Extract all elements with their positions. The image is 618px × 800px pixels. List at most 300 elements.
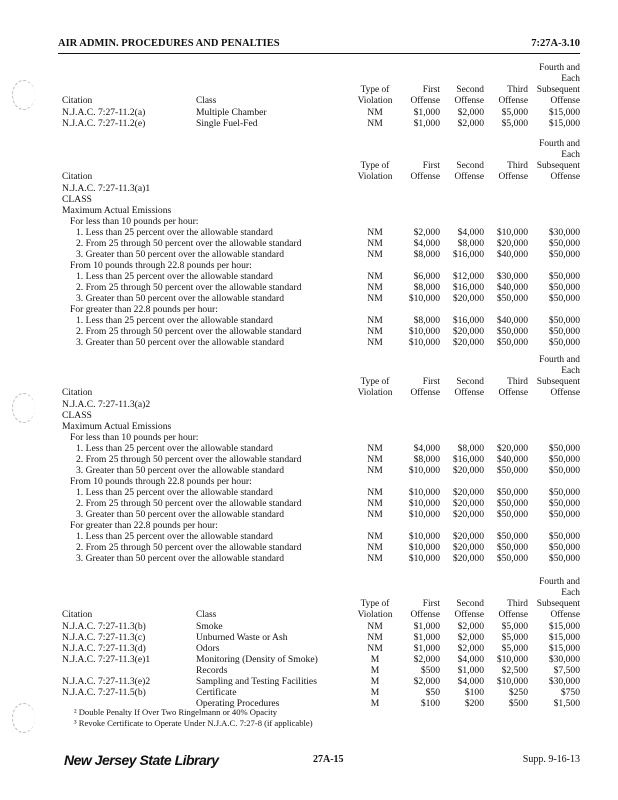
third-offense-cell: $5,000 — [501, 643, 528, 654]
fourth-offense-cell: $50,000 — [548, 531, 580, 542]
col-type-label: Type of — [360, 161, 390, 171]
citation-cell: N.J.A.C. 7:27-11.3(a)1 — [62, 183, 151, 194]
violation-type-cell: NM — [367, 487, 383, 498]
table-row — [58, 531, 580, 542]
second-offense-cell: $20,000 — [452, 553, 484, 564]
emission-tier-row — [58, 432, 580, 443]
fourth-offense-cell: $15,000 — [548, 107, 580, 118]
fourth-offense-cell: $50,000 — [548, 443, 580, 454]
table-row — [58, 676, 580, 687]
col-citation-label: Citation — [62, 388, 93, 398]
table-row — [58, 293, 580, 304]
column-header-row — [58, 588, 580, 599]
punch-hole-mark — [12, 393, 35, 423]
fourth-offense-cell: $50,000 — [548, 282, 580, 293]
col-citation-label: Citation — [62, 96, 93, 106]
violation-type-cell: M — [370, 654, 380, 665]
first-offense-cell: $10,000 — [408, 487, 440, 498]
fourth-offense-cell: $15,000 — [548, 118, 580, 129]
emissions-subhead: Maximum Actual Emissions — [62, 205, 172, 216]
second-offense-cell: $8,000 — [457, 443, 484, 454]
col-second-label: Offense — [454, 172, 484, 182]
second-offense-cell: $16,000 — [452, 454, 484, 465]
col-type-label: Violation — [357, 610, 393, 620]
table-row — [58, 282, 580, 293]
col-fourth-label: Fourth and — [539, 139, 580, 149]
fourth-offense-cell: $50,000 — [548, 315, 580, 326]
violation-type-cell: M — [370, 698, 380, 709]
col-fourth-label: Offense — [550, 610, 580, 620]
col-first-label: First — [422, 377, 440, 387]
punch-hole-mark — [12, 703, 35, 733]
col-fourth-label: Offense — [550, 172, 580, 182]
third-offense-cell: $5,000 — [501, 107, 528, 118]
fourth-offense-cell: $50,000 — [548, 465, 580, 476]
header-title: AIR ADMIN. PROCEDURES AND PENALTIES — [58, 38, 280, 49]
column-header-row — [58, 139, 580, 150]
second-offense-cell: $20,000 — [452, 509, 484, 520]
first-offense-cell: $1,000 — [413, 107, 440, 118]
table-row — [58, 487, 580, 498]
table-row — [58, 337, 580, 348]
violation-type-cell: M — [370, 687, 380, 698]
class-cell: Records — [196, 665, 228, 676]
exceedance-description: 2. From 25 through 50 percent over the allowable standard — [76, 238, 302, 249]
second-offense-cell: $200 — [464, 698, 484, 709]
second-offense-cell: $20,000 — [452, 542, 484, 553]
violation-type-cell: NM — [367, 282, 383, 293]
col-type-label: Violation — [357, 388, 393, 398]
col-type-label: Violation — [357, 96, 393, 106]
table-row — [58, 542, 580, 553]
class-row — [58, 194, 580, 205]
second-offense-cell: $2,000 — [457, 118, 484, 129]
emission-tier-label: For less than 10 pounds per hour: — [70, 432, 199, 443]
column-header-row — [58, 366, 580, 377]
second-offense-cell: $20,000 — [452, 487, 484, 498]
column-header-row — [58, 96, 580, 107]
third-offense-cell: $50,000 — [496, 498, 528, 509]
col-citation-label: Citation — [62, 172, 93, 182]
col-first-label: Offense — [410, 610, 440, 620]
first-offense-cell: $50 — [425, 687, 440, 698]
first-offense-cell: $100 — [420, 698, 440, 709]
third-offense-cell: $20,000 — [496, 443, 528, 454]
first-offense-cell: $2,000 — [413, 654, 440, 665]
emission-tier-label: For less than 10 pounds per hour: — [70, 216, 199, 227]
col-type-label: Violation — [357, 172, 393, 182]
emission-tier-row — [58, 304, 580, 315]
subhead-row — [58, 421, 580, 432]
first-offense-cell: $10,000 — [408, 337, 440, 348]
class-cell: Operating Procedures — [196, 698, 280, 709]
col-fourth-label: Offense — [550, 388, 580, 398]
col-third-label: Offense — [498, 388, 528, 398]
col-fourth-label: Subsequent — [536, 377, 580, 387]
running-header — [58, 38, 580, 52]
citation-cell: N.J.A.C. 7:27-11.3(a)2 — [62, 399, 151, 410]
exceedance-description: 2. From 25 through 50 percent over the allowable standard — [76, 282, 302, 293]
col-fourth-label: Subsequent — [536, 161, 580, 171]
fourth-offense-cell: $15,000 — [548, 621, 580, 632]
exceedance-description: 3. Greater than 50 percent over the allowable standard — [76, 337, 285, 348]
table-row — [58, 621, 580, 632]
fourth-offense-cell: $1,500 — [553, 698, 580, 709]
fourth-offense-cell: $50,000 — [548, 293, 580, 304]
second-offense-cell: $20,000 — [452, 465, 484, 476]
footnotes — [74, 707, 313, 728]
third-offense-cell: $40,000 — [496, 315, 528, 326]
column-header-row — [58, 577, 580, 588]
col-first-label: First — [422, 161, 440, 171]
penalty-table-11-2 — [58, 63, 580, 129]
citation-cell: N.J.A.C. 7:27-11.3(b) — [62, 621, 146, 632]
column-header-row — [58, 388, 580, 399]
penalty-table-11-3a2 — [58, 355, 580, 564]
first-offense-cell: $2,000 — [413, 676, 440, 687]
third-offense-cell: $50,000 — [496, 465, 528, 476]
column-header-row — [58, 610, 580, 621]
column-header-row — [58, 63, 580, 74]
fourth-offense-cell: $50,000 — [548, 249, 580, 260]
penalty-table-11-3-other — [58, 577, 580, 709]
table-row — [58, 687, 580, 698]
col-fourth-label: Subsequent — [536, 85, 580, 95]
third-offense-cell: $20,000 — [496, 238, 528, 249]
table-row — [58, 271, 580, 282]
class-cell: Multiple Chamber — [196, 107, 267, 118]
violation-type-cell: M — [370, 665, 380, 676]
third-offense-cell: $50,000 — [496, 487, 528, 498]
col-second-label: Second — [456, 377, 484, 387]
punch-hole-mark — [12, 80, 35, 110]
exceedance-description: 2. From 25 through 50 percent over the allowable standard — [76, 542, 302, 553]
violation-type-cell: NM — [367, 238, 383, 249]
second-offense-cell: $2,000 — [457, 621, 484, 632]
table-row — [58, 443, 580, 454]
class-cell: Odors — [196, 643, 220, 654]
citation-cell: N.J.A.C. 7:27-11.2(a) — [62, 107, 146, 118]
col-first-label: Offense — [410, 96, 440, 106]
exceedance-description: 1. Less than 25 percent over the allowable standard — [76, 487, 273, 498]
class-cell: Smoke — [196, 621, 223, 632]
col-class-label: Class — [196, 96, 217, 106]
page-footer — [58, 752, 580, 772]
table-row — [58, 454, 580, 465]
citation-cell: N.J.A.C. 7:27-11.3(e)2 — [62, 676, 151, 687]
second-offense-cell: $2,000 — [457, 632, 484, 643]
col-first-label: First — [422, 85, 440, 95]
col-third-label: Offense — [498, 172, 528, 182]
violation-type-cell: NM — [367, 315, 383, 326]
class-cell: Certificate — [196, 687, 237, 698]
col-citation-label: Citation — [62, 610, 93, 620]
table-row — [58, 118, 580, 129]
violation-type-cell: NM — [367, 498, 383, 509]
fourth-offense-cell: $30,000 — [548, 676, 580, 687]
col-third-label: Third — [507, 599, 528, 609]
page-number: 27A-15 — [313, 754, 344, 765]
col-fourth-label: Fourth and — [539, 63, 580, 73]
fourth-offense-cell: $50,000 — [548, 326, 580, 337]
fourth-offense-cell: $50,000 — [548, 509, 580, 520]
col-second-label: Second — [456, 599, 484, 609]
table-row — [58, 249, 580, 260]
violation-type-cell: NM — [367, 326, 383, 337]
second-offense-cell: $20,000 — [452, 498, 484, 509]
fourth-offense-cell: $15,000 — [548, 643, 580, 654]
exceedance-description: 3. Greater than 50 percent over the allowable standard — [76, 249, 285, 260]
first-offense-cell: $10,000 — [408, 542, 440, 553]
table-row — [58, 643, 580, 654]
exceedance-description: 3. Greater than 50 percent over the allowable standard — [76, 553, 285, 564]
col-second-label: Second — [456, 85, 484, 95]
fourth-offense-cell: $30,000 — [548, 227, 580, 238]
class-cell: Single Fuel-Fed — [196, 118, 258, 129]
violation-type-cell: NM — [367, 443, 383, 454]
col-fourth-label: Each — [561, 74, 580, 84]
third-offense-cell: $5,000 — [501, 118, 528, 129]
column-header-row — [58, 172, 580, 183]
first-offense-cell: $10,000 — [408, 293, 440, 304]
third-offense-cell: $10,000 — [496, 227, 528, 238]
second-offense-cell: $20,000 — [452, 326, 484, 337]
third-offense-cell: $2,500 — [501, 665, 528, 676]
column-header-row — [58, 161, 580, 172]
header-rule — [58, 53, 580, 54]
second-offense-cell: $100 — [464, 687, 484, 698]
third-offense-cell: $50,000 — [496, 509, 528, 520]
second-offense-cell: $2,000 — [457, 643, 484, 654]
citation-cell: N.J.A.C. 7:27-11.5(b) — [62, 687, 146, 698]
col-first-label: First — [422, 599, 440, 609]
third-offense-cell: $30,000 — [496, 271, 528, 282]
third-offense-cell: $50,000 — [496, 531, 528, 542]
violation-type-cell: NM — [367, 643, 383, 654]
violation-type-cell: NM — [367, 227, 383, 238]
first-offense-cell: $2,000 — [413, 227, 440, 238]
emission-tier-label: From 10 pounds through 22.8 pounds per hour: — [70, 476, 252, 487]
fourth-offense-cell: $50,000 — [548, 337, 580, 348]
exceedance-description: 1. Less than 25 percent over the allowable standard — [76, 271, 273, 282]
second-offense-cell: $12,000 — [452, 271, 484, 282]
col-fourth-label: Fourth and — [539, 577, 580, 587]
violation-type-cell: NM — [367, 621, 383, 632]
col-first-label: Offense — [410, 388, 440, 398]
violation-type-cell: NM — [367, 337, 383, 348]
third-offense-cell: $50,000 — [496, 553, 528, 564]
exceedance-description: 3. Greater than 50 percent over the allowable standard — [76, 465, 285, 476]
exceedance-description: 2. From 25 through 50 percent over the allowable standard — [76, 454, 302, 465]
exceedance-description: 2. From 25 through 50 percent over the allowable standard — [76, 498, 302, 509]
col-third-label: Third — [507, 377, 528, 387]
exceedance-description: 1. Less than 25 percent over the allowable standard — [76, 315, 273, 326]
third-offense-cell: $50,000 — [496, 337, 528, 348]
library-stamp: New Jersey State Library — [64, 752, 219, 768]
second-offense-cell: $4,000 — [457, 676, 484, 687]
col-second-label: Offense — [454, 96, 484, 106]
emission-tier-label: For greater than 22.8 pounds per hour: — [70, 520, 218, 531]
footnote-3: ³ Revoke Certificate to Operate Under N.J.A.C. 7:27-8 (if applicable) — [74, 717, 313, 728]
third-offense-cell: $5,000 — [501, 621, 528, 632]
col-third-label: Third — [507, 161, 528, 171]
class-cell: Unburned Waste or Ash — [196, 632, 288, 643]
fourth-offense-cell: $750 — [560, 687, 580, 698]
col-type-label: Type of — [360, 85, 390, 95]
footnote-2: ² Double Penalty If Over Two Ringelmann or 40% Opacity — [74, 707, 278, 717]
third-offense-cell: $5,000 — [501, 632, 528, 643]
class-cell: Sampling and Testing Facilities — [196, 676, 317, 687]
table-row — [58, 498, 580, 509]
citation-cell: N.J.A.C. 7:27-11.2(e) — [62, 118, 146, 129]
citation-cell: N.J.A.C. 7:27-11.3(c) — [62, 632, 146, 643]
table-row — [58, 326, 580, 337]
class-row — [58, 410, 580, 421]
second-offense-cell: $16,000 — [452, 282, 484, 293]
first-offense-cell: $1,000 — [413, 118, 440, 129]
fourth-offense-cell: $50,000 — [548, 487, 580, 498]
table-row — [58, 665, 580, 676]
col-first-label: Offense — [410, 172, 440, 182]
header-section-number: 7:27A-3.10 — [531, 38, 580, 49]
second-offense-cell: $20,000 — [452, 531, 484, 542]
first-offense-cell: $6,000 — [413, 271, 440, 282]
fourth-offense-cell: $50,000 — [548, 271, 580, 282]
exceedance-description: 1. Less than 25 percent over the allowable standard — [76, 227, 273, 238]
first-offense-cell: $8,000 — [413, 249, 440, 260]
first-offense-cell: $1,000 — [413, 621, 440, 632]
second-offense-cell: $20,000 — [452, 293, 484, 304]
violation-type-cell: NM — [367, 632, 383, 643]
first-offense-cell: $10,000 — [408, 498, 440, 509]
penalty-table-11-3a1 — [58, 139, 580, 348]
class-heading: CLASS — [62, 410, 92, 421]
first-offense-cell: $4,000 — [413, 238, 440, 249]
col-third-label: Offense — [498, 96, 528, 106]
violation-type-cell: M — [370, 676, 380, 687]
supplement-date: Supp. 9-16-13 — [522, 754, 580, 765]
col-third-label: Offense — [498, 610, 528, 620]
violation-type-cell: NM — [367, 509, 383, 520]
table-row — [58, 465, 580, 476]
second-offense-cell: $4,000 — [457, 227, 484, 238]
class-heading: CLASS — [62, 194, 92, 205]
violation-type-cell: NM — [367, 249, 383, 260]
violation-type-cell: NM — [367, 542, 383, 553]
citation-row — [58, 399, 580, 410]
first-offense-cell: $8,000 — [413, 282, 440, 293]
third-offense-cell: $500 — [508, 698, 528, 709]
emission-tier-row — [58, 476, 580, 487]
third-offense-cell: $10,000 — [496, 676, 528, 687]
violation-type-cell: NM — [367, 531, 383, 542]
violation-type-cell: NM — [367, 293, 383, 304]
citation-row — [58, 183, 580, 194]
second-offense-cell: $2,000 — [457, 107, 484, 118]
fourth-offense-cell: $15,000 — [548, 632, 580, 643]
first-offense-cell: $8,000 — [413, 315, 440, 326]
col-fourth-label: Each — [561, 588, 580, 598]
col-fourth-label: Subsequent — [536, 599, 580, 609]
emission-tier-row — [58, 216, 580, 227]
exceedance-description: 1. Less than 25 percent over the allowable standard — [76, 531, 273, 542]
table-row — [58, 509, 580, 520]
col-fourth-label: Offense — [550, 96, 580, 106]
col-fourth-label: Each — [561, 366, 580, 376]
violation-type-cell: NM — [367, 118, 383, 129]
citation-cell: N.J.A.C. 7:27-11.3(e)1 — [62, 654, 151, 665]
emission-tier-row — [58, 520, 580, 531]
third-offense-cell: $40,000 — [496, 249, 528, 260]
exceedance-description: 2. From 25 through 50 percent over the allowable standard — [76, 326, 302, 337]
subhead-row — [58, 205, 580, 216]
second-offense-cell: $1,000 — [457, 665, 484, 676]
third-offense-cell: $50,000 — [496, 293, 528, 304]
fourth-offense-cell: $50,000 — [548, 238, 580, 249]
second-offense-cell: $16,000 — [452, 249, 484, 260]
exceedance-description: 1. Less than 25 percent over the allowable standard — [76, 443, 273, 454]
second-offense-cell: $8,000 — [457, 238, 484, 249]
fourth-offense-cell: $30,000 — [548, 654, 580, 665]
class-cell: Monitoring (Density of Smoke) — [196, 654, 318, 665]
second-offense-cell: $20,000 — [452, 337, 484, 348]
col-second-label: Offense — [454, 388, 484, 398]
first-offense-cell: $8,000 — [413, 454, 440, 465]
violation-type-cell: NM — [367, 553, 383, 564]
fourth-offense-cell: $50,000 — [548, 553, 580, 564]
table-row — [58, 107, 580, 118]
second-offense-cell: $4,000 — [457, 654, 484, 665]
first-offense-cell: $1,000 — [413, 643, 440, 654]
third-offense-cell: $50,000 — [496, 542, 528, 553]
second-offense-cell: $16,000 — [452, 315, 484, 326]
citation-cell: N.J.A.C. 7:27-11.3(d) — [62, 643, 146, 654]
fourth-offense-cell: $50,000 — [548, 454, 580, 465]
first-offense-cell: $10,000 — [408, 553, 440, 564]
violation-type-cell: NM — [367, 454, 383, 465]
col-second-label: Second — [456, 161, 484, 171]
first-offense-cell: $10,000 — [408, 326, 440, 337]
third-offense-cell: $40,000 — [496, 282, 528, 293]
emission-tier-label: From 10 pounds through 22.8 pounds per hour: — [70, 260, 252, 271]
table-row — [58, 227, 580, 238]
table-row — [58, 632, 580, 643]
fourth-offense-cell: $50,000 — [548, 498, 580, 509]
table-row — [58, 238, 580, 249]
column-header-row — [58, 599, 580, 610]
emission-tier-label: For greater than 22.8 pounds per hour: — [70, 304, 218, 315]
column-header-row — [58, 150, 580, 161]
fourth-offense-cell: $7,500 — [553, 665, 580, 676]
emissions-subhead: Maximum Actual Emissions — [62, 421, 172, 432]
first-offense-cell: $1,000 — [413, 632, 440, 643]
third-offense-cell: $10,000 — [496, 654, 528, 665]
first-offense-cell: $4,000 — [413, 443, 440, 454]
third-offense-cell: $40,000 — [496, 454, 528, 465]
col-class-label: Class — [196, 610, 217, 620]
third-offense-cell: $250 — [508, 687, 528, 698]
table-row — [58, 654, 580, 665]
table-row — [58, 553, 580, 564]
third-offense-cell: $50,000 — [496, 326, 528, 337]
column-header-row — [58, 74, 580, 85]
col-fourth-label: Fourth and — [539, 355, 580, 365]
first-offense-cell: $10,000 — [408, 531, 440, 542]
first-offense-cell: $10,000 — [408, 465, 440, 476]
exceedance-description: 3. Greater than 50 percent over the allowable standard — [76, 293, 285, 304]
emission-tier-row — [58, 260, 580, 271]
fourth-offense-cell: $50,000 — [548, 542, 580, 553]
